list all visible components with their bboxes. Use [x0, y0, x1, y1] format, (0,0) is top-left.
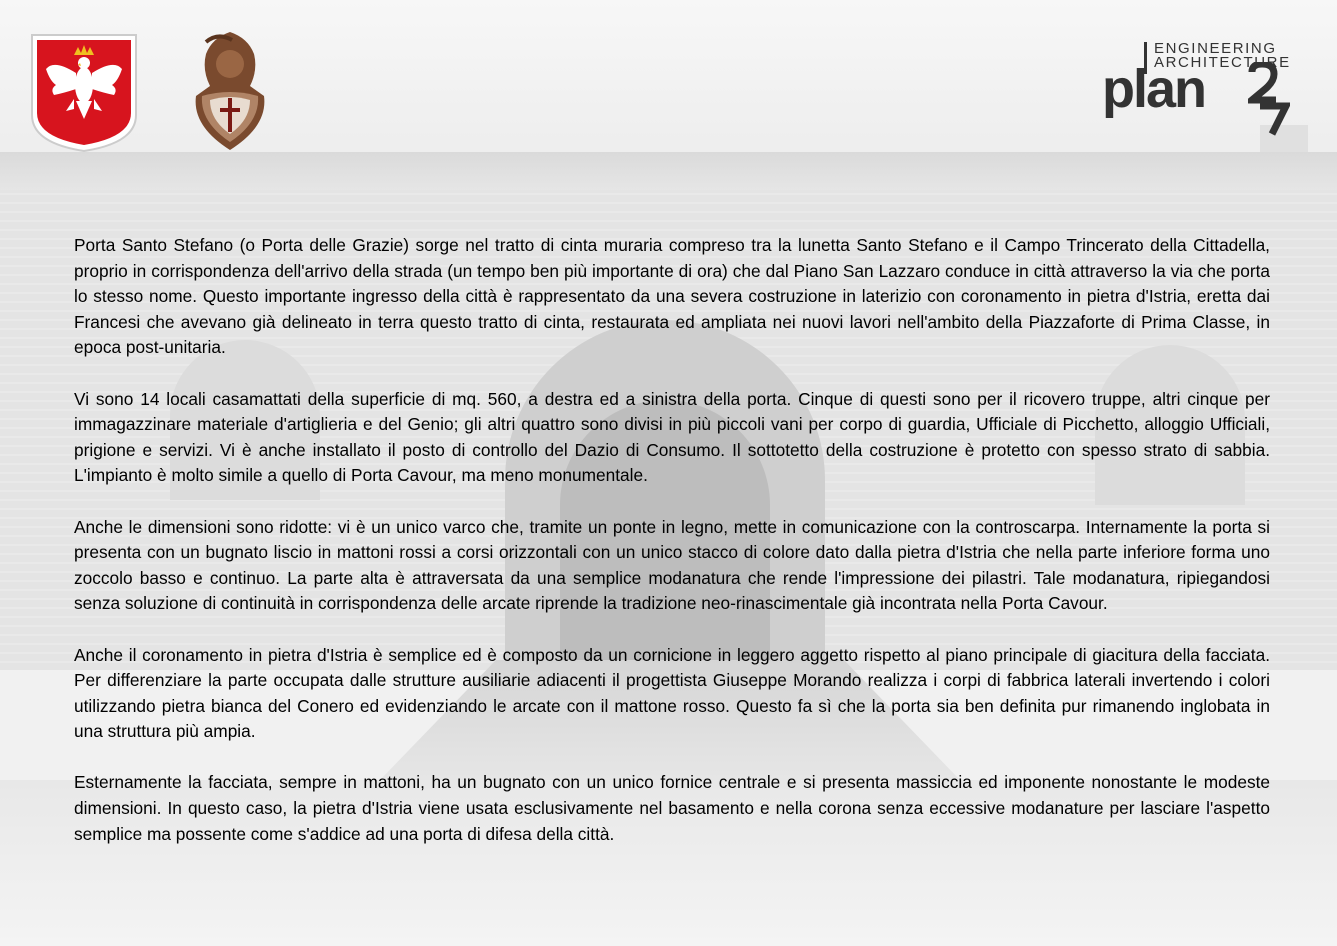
logo-architecture-text: ARCHITECTURE	[1154, 54, 1291, 71]
paragraph-3: Anche le dimensioni sono ridotte: vi è un unico varco che, tramite un ponte in legno, mette in comunicazione con la controscarpa. Internamente la porta si presenta con un bugnato liscio in mattoni rossi a corsi orizzontali con un unico stacco di colore dato dalla pietra d'Istria che nella parte inferiore forma uno zoccolo basso e continuo. La parte alta è attraversata da una semplice modanatura che rende l'impressione dei pilastri. Tale modanatura, ripiegandosi senza soluzione di continuità in corrispondenza delle arcate riprende la tradizione neo-rinascimentale già incontrata nella Porta Cavour.	[74, 516, 1270, 614]
paragraph-1: Porta Santo Stefano (o Porta delle Grazie) sorge nel tratto di cinta muraria compreso tra la lunetta Santo Stefano e il Campo Trincerato della Cittadella, proprio in corrispondenza dell'arrivo della strada (un tempo ben più importante di ora) che dal Piano San Lazzaro conduce in città attraverso la via che porta lo stesso nome. Questo importante ingresso della città è rappresentato da una severa costruzione in laterizio con coronamento in pietra d'Istria, eretta dai Francesi che avevano già delineato in terra questo tratto di cinta, restaurata ed ampliata nei nuovi lavori nell'ambito della Piazzaforte di Prima Classe, in epoca post-unitaria.	[74, 235, 1270, 358]
paragraph-2: Vi sono 14 locali casamattati della superficie di mq. 560, a destra ed a sinistra della porta. Cinque di questi sono per il ricovero truppe, altri cinque per immagazzinare materiale d'artiglieria e del Genio; gli altri quattro sono divisi in più piccoli vani per corpo di guardia, Ufficiale di Picchetto, alloggio Ufficiali, prigione e servizi. Vi è anche installato il posto di controllo del Dazio di Consumo. Il sottotetto della costruzione è protetto con spesso strato di sabbia. L'impianto è molto simile a quello di Porta Cavour, ma meno monumentale.	[74, 388, 1270, 486]
paragraph-5: Esternamente la facciata, sempre in mattoni, ha un bugnato con un unico fornice centrale e si presenta massiccia ed imponente nonostante le modeste dimensioni. In questo caso, la pietra d'Istria viene usata esclusivamente nel basamento e nella corona senza eccessive modanature per lasciare l'aspetto semplice ma possente come s'addice ad una porta di difesa della città.	[74, 772, 1270, 844]
logo-27-mark	[1248, 62, 1290, 136]
logo-engineering-text: ENGINEERING	[1154, 40, 1277, 57]
plan27-logo	[1102, 40, 1297, 136]
polish-2nd-corps-badge-icon	[188, 30, 272, 152]
main-text	[74, 233, 1270, 873]
polish-eagle-shield-icon	[30, 33, 138, 153]
logo-plan-text: plan	[1102, 59, 1206, 119]
paragraph-4: Anche il coronamento in pietra d'Istria è semplice ed è composto da un cornicione in leggero aggetto rispetto al piano principale di giacitura della facciata. Per differenziare la parte occupata dalle strutture ausiliarie adiacenti il progettista Giuseppe Morando realizza i corpi di fabbrica laterali invertendo i colori utilizzando pietra bianca del Conero ed evidenziando le arcate con il mattone rosso. Questo fa sì che la porta sia ben definita pur rimanendo inglobata in una struttura più ampia.	[74, 644, 1270, 742]
